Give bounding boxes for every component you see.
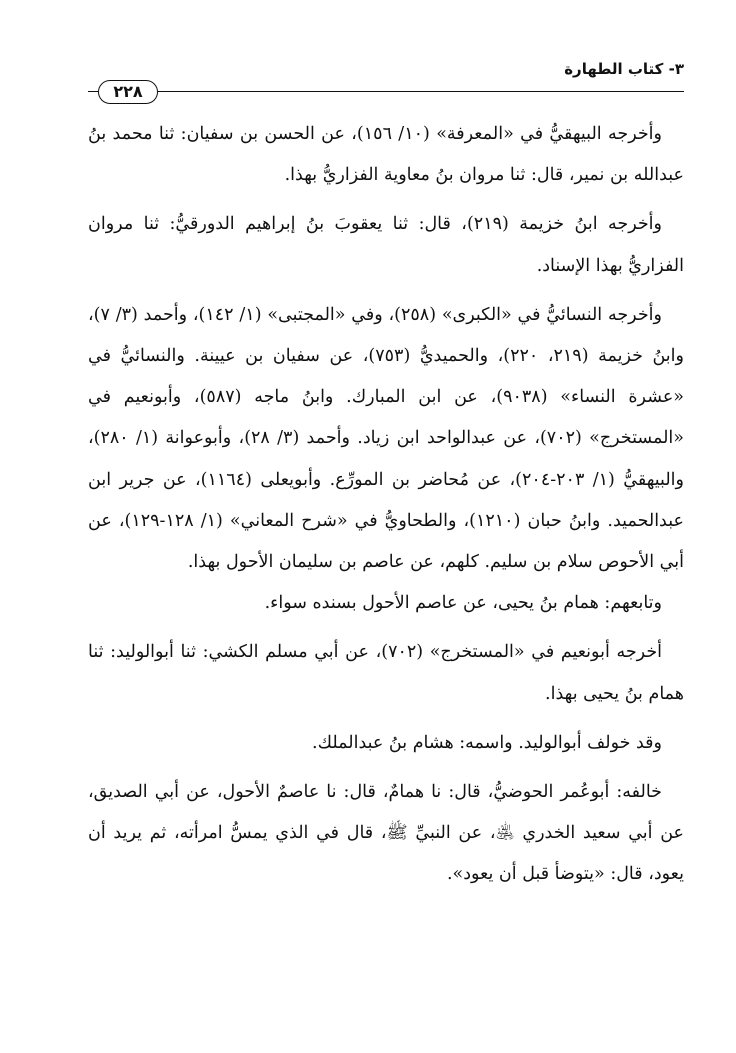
body-text: [88, 114, 684, 896]
chapter-title: ٣- كتاب الطهارة: [564, 60, 684, 78]
page-header: [88, 60, 684, 101]
paragraph: وأخرجه ابنُ خزيمة (٢١٩)، قال: ثنا يعقوبَ بنُ إبراهيم الدورقيُّ: ثنا مروان الفزاريُّ بهذا الإسناد.: [88, 214, 684, 276]
page-number: ٢٢٨: [98, 80, 158, 104]
paragraph: وتابعهم: همام بنُ يحيى، عن عاصم الأحول بسنده سواء.: [264, 593, 662, 614]
paragraph: وأخرجه البيهقيُّ في «المعرفة» (١٠/ ١٥٦)، عن الحسن بن سفيان: ثنا محمد بنُ عبدالله بن نمير، قال: ثنا مروان بنُ معاوية الفزاريُّ بهذا.: [88, 124, 684, 186]
paragraph: وأخرجه النسائيُّ في «الكبرى» (٢٥٨)، وفي «المجتبى» (١/ ١٤٢)، وأحمد (٣/ ٧)، وابنُ خزيمة (٢١٩، ٢٢٠)، والحميديُّ (٧٥٣)، عن سفيان بن عيينة. والنسائيُّ في «عشرة النساء» (٩٠٣٨)، عن ابن المبارك. وابنُ ماجه (٥٨٧)، وأبونعيم في «المستخرج» (٧٠٢)، عن عبدالواحد ابن زياد. وأحمد (٣/ ٢٨)، وأبوعوانة (١/ ٢٨٠)، والبيهقيُّ (١/ ٢٠٣-٢٠٤)، عن مُحاضر بن المورِّع. وأبويعلى (١١٦٤)، عن جرير ابن عبدالحميد. وابنُ حبان (١٢١٠)، والطحاويُّ في «شرح المعاني» (١/ ١٢٨-١٢٩)، عن أبي الأحوص سلام بن سليم. كلهم، عن عاصم بن سليمان الأحول بهذا.: [88, 304, 684, 573]
paragraph: أخرجه أبونعيم في «المستخرج» (٧٠٢)، عن أبي مسلم الكشي: ثنا أبوالوليد: ثنا همام بنُ يحيى بهذا.: [88, 642, 684, 704]
paragraph: خالفه: أبوعُمر الحوضيُّ، قال: نا همامٌ، قال: نا عاصمٌ الأحول، عن أبي الصديق، عن أبي سعيد الخدري ﵁، عن النبيِّ ﷺ، قال في الذي يمسُّ امرأته، ثم يريد أن يعود، قال: «يتوضأ قبل أن يعود».: [88, 782, 684, 885]
paragraph: وقد خولف أبوالوليد. واسمه: هشام بنُ عبدالملك.: [312, 732, 662, 753]
header-rule: [88, 91, 684, 92]
